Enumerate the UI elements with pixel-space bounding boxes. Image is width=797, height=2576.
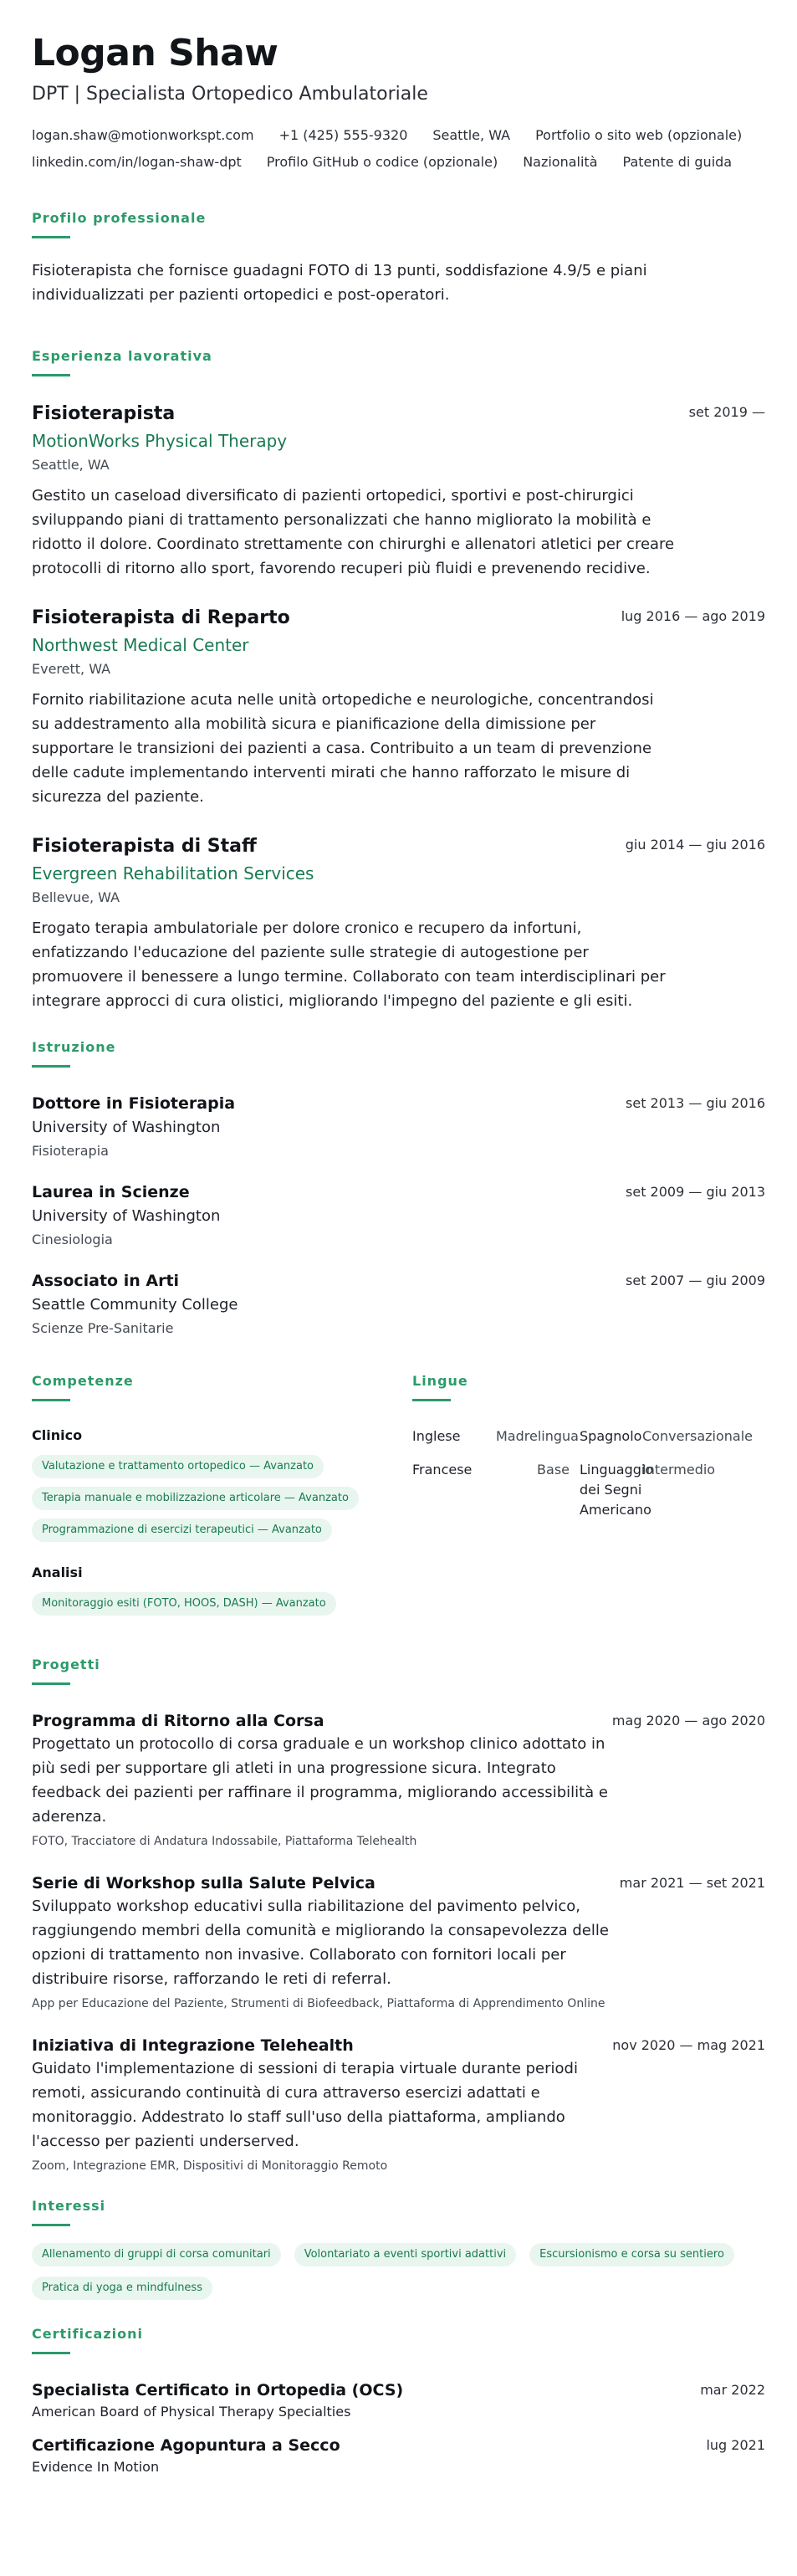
job-location: Seattle, WA: [32, 457, 110, 473]
job-description: Gestito un caseload diversificato di pazienti ortopedici, sportivi e post-chirurgici sviluppando piani di trattamento personalizzati che hanno migliorato la mobilità e ridotto il dolore. Coordinato strettamente con chirurghi e allenatori atletici per creare protocolli di ritorno allo sport, favorendo recuperi più fluidi e prevenendo recidive.: [32, 487, 675, 577]
job-description: Fornito riabilitazione acuta nelle unità ortopediche e neurologiche, concentrandosi su addestramento alla mobilità sicura e pianificazione della dimissione per supportare le transizioni dei pazienti a casa. Contribuito a un team di prevenzione delle cadute implementando interventi mirati che hanno rafforzato le misure di sicurezza del paziente.: [32, 691, 654, 806]
skills-section: [32, 1372, 412, 1637]
project-entry: [32, 1710, 765, 1851]
language-level: Base: [537, 1462, 570, 1477]
language-name: Spagnolo: [580, 1428, 642, 1444]
education-entry: [32, 1181, 765, 1250]
job-description: Erogato terapia ambulatoriale per dolore cronico e recupero da infortuni, enfatizzando l'educazione del paziente sulle strategie di autogestione per promuovere il benessere a lungo termine. Collaborato con team interdisciplinari per integrare approcci di cura olistici, migliorando l'impegno del paziente e gli esiti.: [32, 919, 666, 1010]
section-title: Progetti: [32, 1657, 100, 1672]
section-divider: [32, 2224, 70, 2226]
job-company: Northwest Medical Center: [32, 635, 249, 655]
language-level: Conversazionale: [642, 1428, 753, 1444]
interest-chip-list: [32, 2243, 765, 2300]
contact-nationality: Nazionalità: [523, 154, 598, 170]
candidate-headline: DPT | Specialista Ortopedico Ambulatoriale: [32, 84, 428, 105]
project-technologies: App per Educazione del Paziente, Strumenti di Biofeedback, Piattaforma di Apprendimento Online: [32, 1997, 605, 2010]
certification-date: mar 2022: [700, 2382, 765, 2398]
job-location: Bellevue, WA: [32, 889, 120, 905]
job-title: Fisioterapista di Staff: [32, 836, 257, 857]
contact-email[interactable]: logan.shaw@motionworkspt.com: [32, 127, 254, 143]
certifications-section: [32, 2325, 765, 2476]
project-entry: [32, 2035, 765, 2175]
section-title: Competenze: [32, 1373, 134, 1389]
project-title: Serie di Workshop sulla Salute Pelvica: [32, 1874, 376, 1892]
job-entry: [32, 402, 765, 581]
contact-phone[interactable]: +1 (425) 555-9320: [278, 127, 408, 143]
language-name: Francese: [412, 1462, 473, 1477]
project-technologies: Zoom, Integrazione EMR, Dispositivi di Monitoraggio Remoto: [32, 2159, 388, 2173]
project-title: Iniziativa di Integrazione Telehealth: [32, 2036, 354, 2055]
contact-location: Seattle, WA: [432, 127, 511, 143]
language-level: Intermedio: [642, 1462, 716, 1477]
certification-issuer: Evidence In Motion: [32, 2459, 160, 2475]
section-title: Interessi: [32, 2198, 106, 2214]
job-company: Evergreen Rehabilitation Services: [32, 863, 314, 883]
job-entry: [32, 834, 765, 1013]
skill-chip: Valutazione e trattamento ortopedico — Avanzato: [32, 1455, 324, 1478]
skill-chip-list: [32, 1592, 412, 1616]
project-dates: mag 2020 — ago 2020: [611, 1713, 765, 1728]
education-entry: [32, 1270, 765, 1339]
education-school: University of Washington: [32, 1119, 221, 1136]
certification-entry: [32, 2435, 765, 2476]
language-row: [412, 1460, 765, 1520]
education-degree: Laurea in Scienze: [32, 1183, 190, 1201]
interests-section: [32, 2197, 765, 2300]
section-divider: [32, 1065, 70, 1068]
interest-chip: Escursionismo e corsa su sentiero: [529, 2243, 734, 2266]
projects-section: [32, 1656, 765, 2175]
language-name: Linguaggio dei Segni Americano: [580, 1462, 654, 1518]
job-title: Fisioterapista: [32, 403, 176, 424]
interest-chip: Allenamento di gruppi di corsa comunitari: [32, 2243, 281, 2266]
section-divider: [412, 1399, 451, 1401]
education-dates: set 2007 — giu 2009: [626, 1273, 765, 1288]
certification-date: lug 2021: [706, 2437, 765, 2453]
language-row: [412, 1426, 765, 1447]
summary-section: [32, 209, 765, 307]
project-description: Sviluppato workshop educativi sulla riabilitazione del pavimento pelvico, raggiungendo membri della comunità e migliorando la consapevolezza delle opzioni di trattamento non invasive. Collaborato con fornitori locali per distribuire risorse, rafforzando le reti di referral.: [32, 1897, 609, 1988]
project-title: Programma di Ritorno alla Corsa: [32, 1712, 324, 1730]
contact-linkedin[interactable]: linkedin.com/in/logan-shaw-dpt: [32, 154, 242, 170]
languages-section: [412, 1372, 765, 1637]
job-dates: lug 2016 — ago 2019: [621, 608, 765, 624]
job-entry: [32, 606, 765, 809]
skills-languages-row: [32, 1372, 765, 1637]
skill-group-title: Analisi: [32, 1565, 83, 1580]
job-location: Everett, WA: [32, 661, 111, 677]
contact-github[interactable]: Profilo GitHub o codice (opzionale): [266, 154, 498, 170]
education-degree: Associato in Arti: [32, 1272, 180, 1290]
job-dates: set 2019 —: [688, 404, 765, 420]
skill-group-title: Clinico: [32, 1427, 83, 1443]
job-title: Fisioterapista di Reparto: [32, 607, 290, 628]
certification-issuer: American Board of Physical Therapy Specialties: [32, 2404, 351, 2420]
section-title: Profilo professionale: [32, 210, 207, 226]
project-dates: mar 2021 — set 2021: [619, 1875, 765, 1891]
job-company: MotionWorks Physical Therapy: [32, 431, 288, 451]
education-school: Seattle Community College: [32, 1296, 238, 1314]
section-title: Esperienza lavorativa: [32, 348, 212, 364]
project-technologies: FOTO, Tracciatore di Andatura Indossabile, Piattaforma Telehealth: [32, 1835, 417, 1848]
section-divider: [32, 2352, 70, 2354]
education-field: Fisioterapia: [32, 1143, 109, 1159]
language-level: Madrelingua: [496, 1428, 579, 1444]
section-divider: [32, 1682, 70, 1685]
education-field: Scienze Pre-Sanitarie: [32, 1320, 174, 1336]
job-dates: giu 2014 — giu 2016: [625, 837, 765, 853]
project-entry: [32, 1872, 765, 2013]
skill-chip: Monitoraggio esiti (FOTO, HOOS, DASH) — Avanzato: [32, 1592, 336, 1616]
language-name: Inglese: [412, 1428, 461, 1444]
certification-name: Specialista Certificato in Ortopedia (OCS): [32, 2381, 404, 2399]
skill-chip: Programmazione di esercizi terapeutici — Avanzato: [32, 1518, 332, 1542]
certification-entry: [32, 2379, 765, 2421]
skill-chip-list: [32, 1455, 412, 1542]
contact-portfolio[interactable]: Portfolio o sito web (opzionale): [535, 127, 743, 143]
section-title: Lingue: [412, 1373, 468, 1389]
skill-chip: Terapia manuale e mobilizzazione articolare — Avanzato: [32, 1487, 359, 1510]
summary-text: Fisioterapista che fornisce guadagni FOTO di 13 punti, soddisfazione 4.9/5 e piani individualizzati per pazienti ortopedici e post-operatori.: [32, 262, 647, 304]
section-title: Certificazioni: [32, 2326, 144, 2342]
education-field: Cinesiologia: [32, 1232, 113, 1247]
resume-header: [32, 32, 765, 172]
section-divider: [32, 236, 70, 238]
contact-driving-license: Patente di guida: [622, 154, 733, 170]
project-description: Progettato un protocollo di corsa graduale e un workshop clinico adottato in più sedi per supportare gli atleti in una progressione sicura. Integrato feedback dei pazienti per raffinare il programma, migliorando accessibilità e aderenza.: [32, 1735, 609, 1826]
contact-list: [32, 125, 776, 172]
candidate-name: Logan Shaw: [32, 32, 278, 74]
interest-chip: Volontariato a eventi sportivi adattivi: [294, 2243, 516, 2266]
education-section: [32, 1038, 765, 1339]
interest-chip: Pratica di yoga e mindfulness: [32, 2276, 212, 2300]
education-entry: [32, 1093, 765, 1161]
section-divider: [32, 374, 70, 376]
section-title: Istruzione: [32, 1039, 116, 1055]
education-degree: Dottore in Fisioterapia: [32, 1094, 236, 1113]
project-description: Guidato l'implementazione di sessioni di terapia virtuale durante periodi remoti, assicurando continuità di cura attraverso esercizi adattati e monitoraggio. Addestrato lo staff sull'uso della piattaforma, ampliando l'accesso per pazienti underserved.: [32, 2060, 578, 2150]
experience-section: [32, 347, 765, 1013]
education-dates: set 2013 — giu 2016: [626, 1095, 765, 1111]
section-divider: [32, 1399, 70, 1401]
certification-name: Certificazione Agopuntura a Secco: [32, 2436, 340, 2455]
project-dates: nov 2020 — mag 2021: [612, 2037, 765, 2053]
education-school: University of Washington: [32, 1207, 221, 1225]
education-dates: set 2009 — giu 2013: [626, 1184, 765, 1200]
